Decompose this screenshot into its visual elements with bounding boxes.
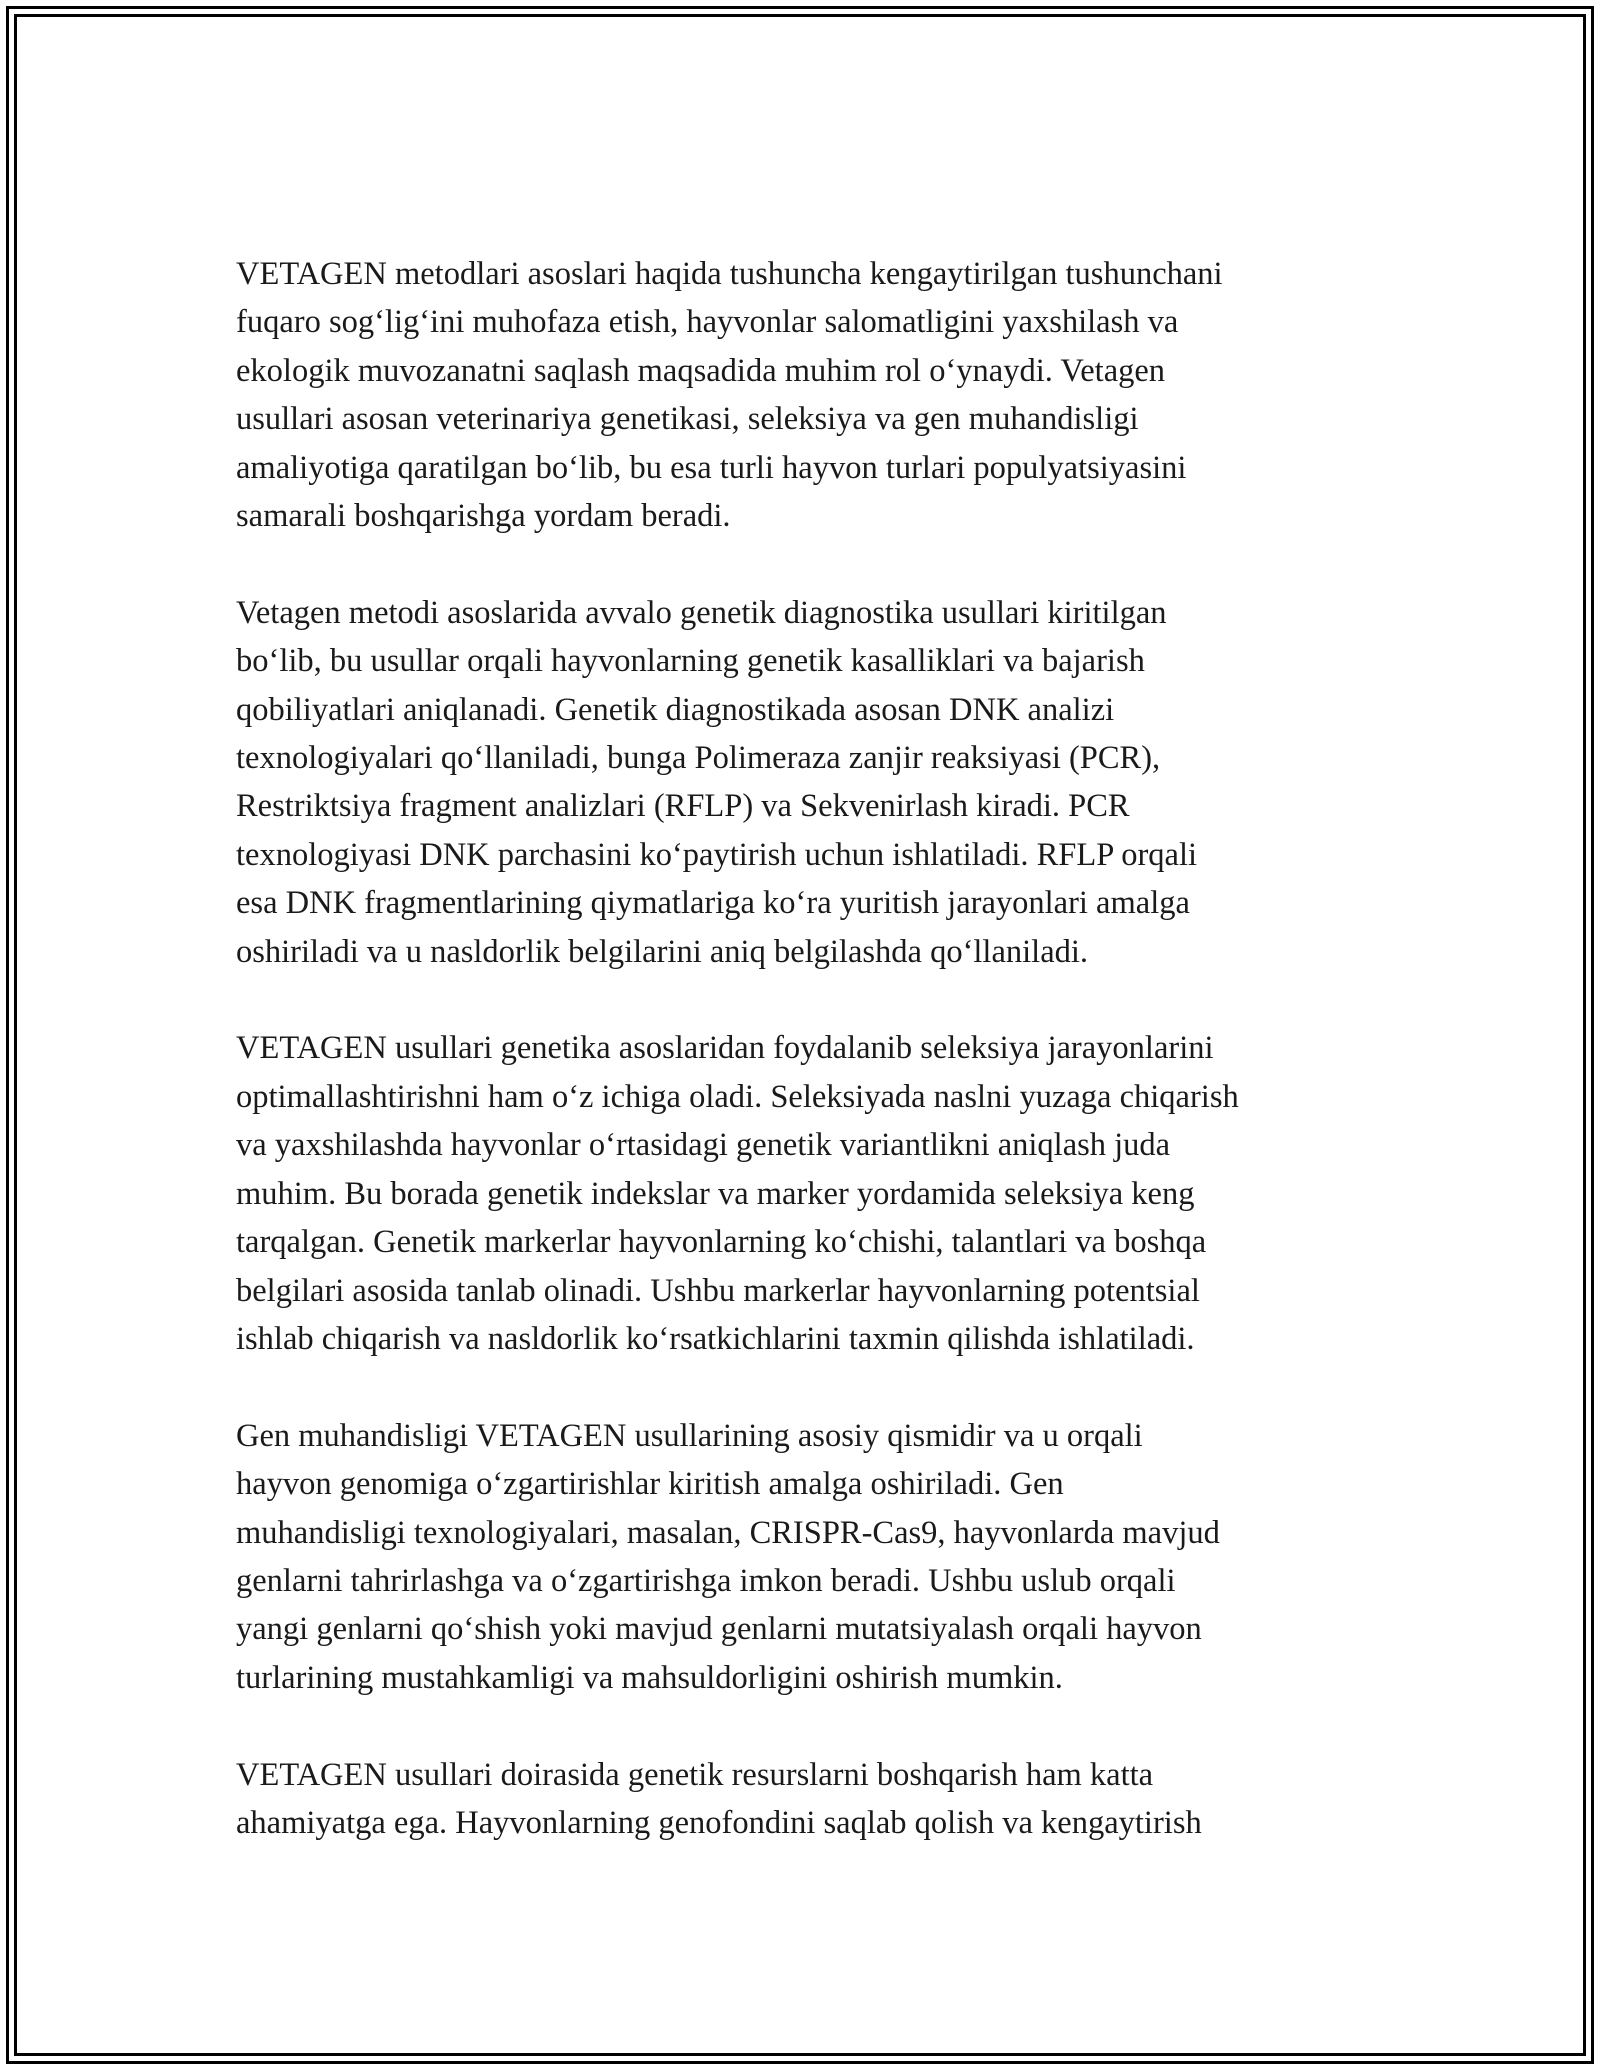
text-line: belgilari asosida tanlab olinadi. Ushbu markerlar hayvonlarning potentsial	[236, 1272, 1200, 1309]
paragraph	[236, 589, 1386, 976]
text-line: ahamiyatga ega. Hayvonlarning genofondini saqlab qolish va kengaytirish	[236, 1804, 1202, 1841]
text-line: qobiliyatlari aniqlanadi. Genetik diagnostikada asosan DNK analizi	[236, 691, 1115, 728]
paragraph	[236, 1412, 1386, 1702]
text-line: turlarining mustahkamligi va mahsuldorligini oshirish mumkin.	[236, 1659, 1063, 1696]
text-line: texnologiyasi DNK parchasini ko‘paytirish uchun ishlatiladi. RFLP orqali	[236, 836, 1198, 873]
text-line: ekologik muvozanatni saqlash maqsadida muhim rol o‘ynaydi. Vetagen	[236, 352, 1166, 389]
document-body	[236, 250, 1386, 1896]
text-line: muhandisligi texnologiyalari, masalan, CRISPR-Cas9, hayvonlarda mavjud	[236, 1514, 1220, 1551]
text-line: fuqaro sog‘lig‘ini muhofaza etish, hayvonlar salomatligini yaxshilash va	[236, 304, 1179, 341]
text-line: VETAGEN metodlari asoslari haqida tushuncha kengaytirilgan tushunchani	[236, 256, 1223, 292]
paragraph	[236, 1024, 1386, 1363]
text-line: VETAGEN usullari genetika asoslaridan foydalanib seleksiya jarayonlarini	[236, 1030, 1214, 1067]
text-line: va yaxshilashda hayvonlar o‘rtasidagi genetik variantlikni aniqlash juda	[236, 1127, 1171, 1164]
text-line: Vetagen metodi asoslarida avvalo genetik diagnostika usullari kiritilgan	[236, 594, 1167, 631]
text-line: samarali boshqarishga yordam beradi.	[236, 498, 731, 535]
text-line: bo‘lib, bu usullar orqali hayvonlarning genetik kasalliklari va bajarish	[236, 643, 1145, 680]
text-line: genlarni tahrirlashga va o‘zgartirishga imkon beradi. Ushbu uslub orqali	[236, 1562, 1176, 1599]
text-line: amaliyotiga qaratilgan bo‘lib, bu esa turli hayvon turlari populyatsiyasini	[236, 449, 1187, 486]
paragraph	[236, 250, 1386, 540]
text-line: esa DNK fragmentlarining qiymatlariga ko‘ra yuritish jarayonlari amalga	[236, 885, 1190, 922]
text-line: texnologiyalari qo‘llaniladi, bunga Polimeraza zanjir reaksiyasi (PCR),	[236, 740, 1161, 777]
text-line: muhim. Bu borada genetik indekslar va marker yordamida seleksiya keng	[236, 1175, 1195, 1212]
text-line: usullari asosan veterinariya genetikasi, seleksiya va gen muhandisligi	[236, 401, 1139, 438]
text-line: tarqalgan. Genetik markerlar hayvonlarning ko‘chishi, talantlari va boshqa	[236, 1224, 1207, 1261]
text-line: Gen muhandisligi VETAGEN usullarining asosiy qismidir va u orqali	[236, 1417, 1143, 1454]
text-line: ishlab chiqarish va nasldorlik ko‘rsatkichlarini taxmin qilishda ishlatiladi.	[236, 1320, 1195, 1357]
text-line: hayvon genomiga o‘zgartirishlar kiritish amalga oshiriladi. Gen	[236, 1466, 1064, 1503]
text-line: yangi genlarni qo‘shish yoki mavjud genlarni mutatsiyalash orqali hayvon	[236, 1611, 1202, 1648]
text-line: Restriktsiya fragment analizlari (RFLP) va Sekvenirlash kiradi. PCR	[236, 788, 1130, 825]
text-line: VETAGEN usullari doirasida genetik resurslarni boshqarish ham katta	[236, 1756, 1154, 1793]
paragraph	[236, 1751, 1386, 1848]
text-line: optimallashtirishni ham o‘z ichiga oladi. Seleksiyada naslni yuzaga chiqarish	[236, 1078, 1239, 1115]
text-line: oshiriladi va u nasldorlik belgilarini aniq belgilashda qo‘llaniladi.	[236, 933, 1089, 970]
